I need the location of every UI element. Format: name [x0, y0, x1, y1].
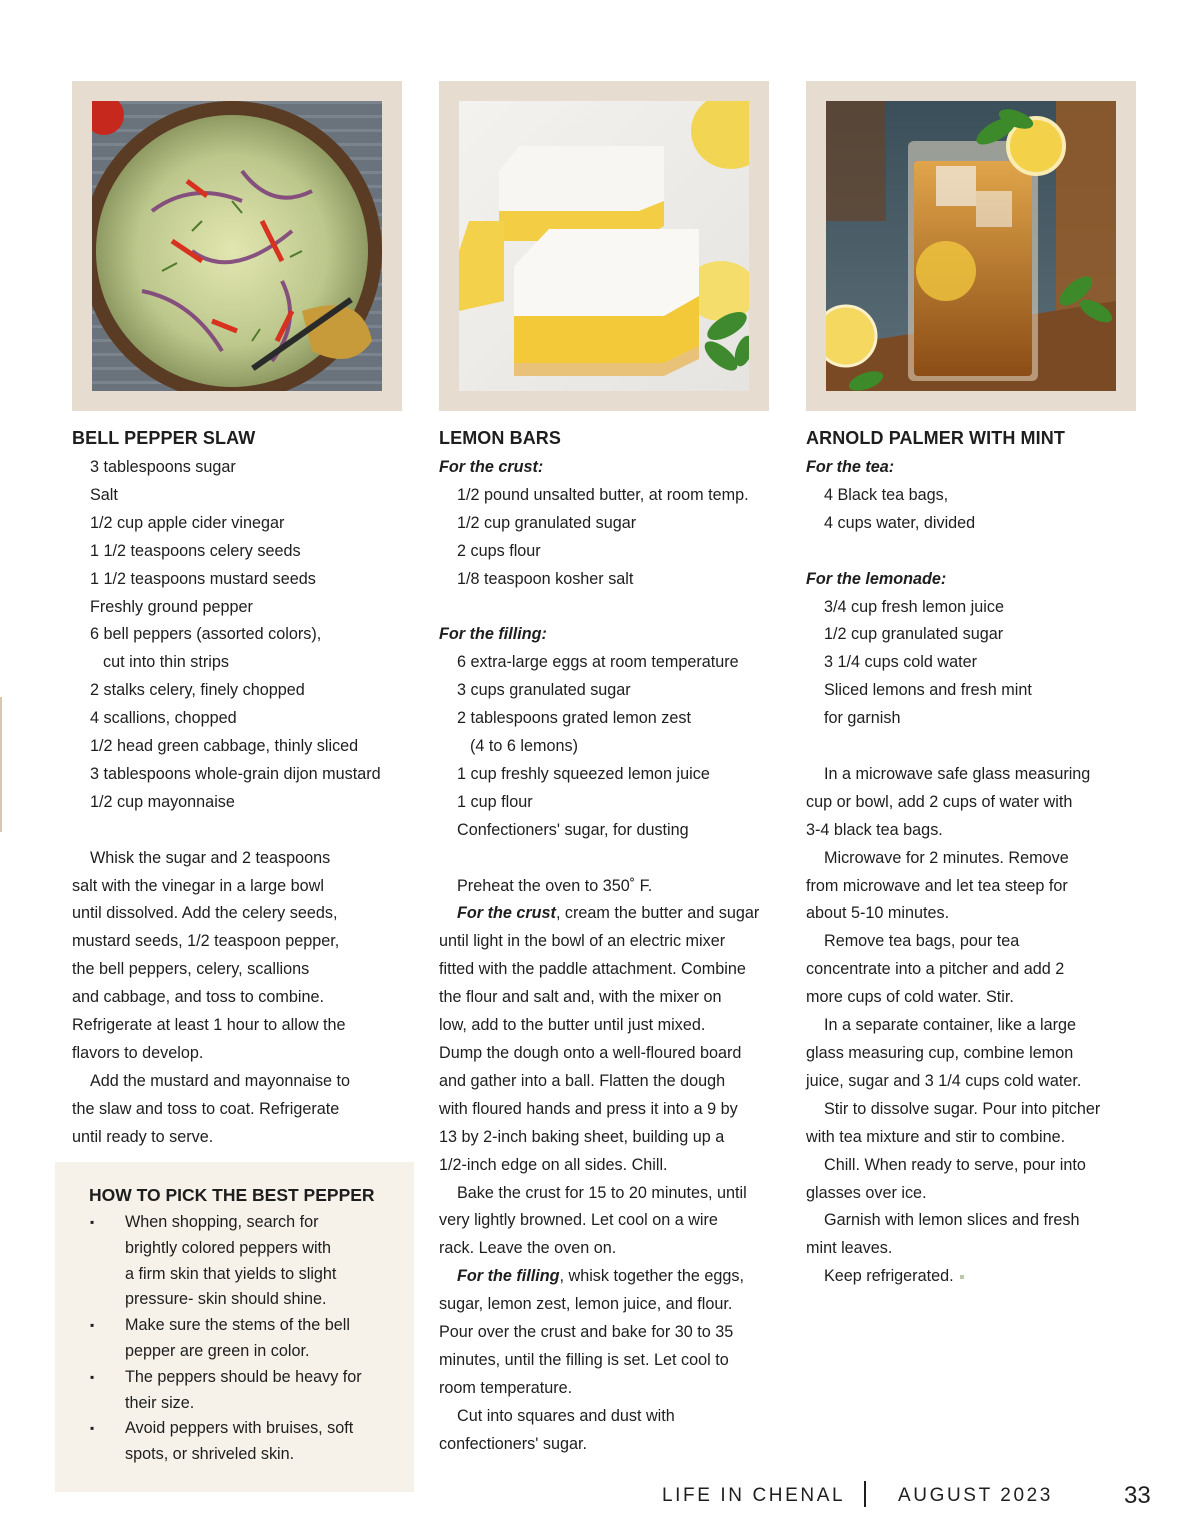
photo-frame — [439, 81, 769, 411]
lemon-bars-image — [459, 101, 749, 391]
ingredient-item: 1 1/2 teaspoons celery seeds — [90, 541, 301, 560]
instruction-paragraph — [439, 873, 784, 901]
crust-ingredient-list — [439, 482, 784, 594]
recipe-title: LEMON BARS — [439, 428, 561, 448]
instruction-line — [439, 900, 784, 928]
issue-date: AUGUST 2023 — [898, 1485, 1053, 1506]
ingredient-item: 3 tablespoons whole-grain dijon mustard — [90, 764, 381, 783]
tip-line: a firm skin that yields to slight — [125, 1264, 337, 1283]
ingredient-item: 1/2 head green cabbage, thinly sliced — [90, 737, 359, 756]
tip-line: Avoid peppers with bruises, soft — [125, 1419, 354, 1438]
instruction-paragraph — [806, 1152, 1141, 1208]
ingredient-item: 1 cup flour — [457, 792, 533, 811]
ingredient-item: 4 Black tea bags, — [824, 485, 949, 504]
instruction-line: until dissolved. Add the celery seeds, — [72, 904, 338, 923]
instruction-line: fitted with the paddle attachment. Combine — [439, 960, 746, 979]
recipe-bell-pepper-slaw — [72, 426, 417, 1152]
instruction-paragraph — [806, 1263, 1141, 1291]
lemonade-heading: For the lemonade: — [806, 569, 947, 588]
ingredient-item: cut into thin strips — [103, 653, 229, 672]
ingredient-item: Freshly ground pepper — [90, 597, 253, 616]
iced-tea-glass-image — [826, 101, 1116, 391]
tip-line: pressure- skin should shine. — [125, 1290, 327, 1309]
ingredient-item: 3/4 cup fresh lemon juice — [824, 597, 1004, 616]
photo-frame — [72, 81, 402, 411]
tip-line: pepper are green in color. — [125, 1341, 310, 1360]
instruction-line: Microwave for 2 minutes. Remove — [824, 848, 1069, 867]
instruction-paragraph — [806, 845, 1141, 929]
ingredient-item: 4 scallions, chopped — [90, 709, 237, 728]
instruction-line: In a microwave safe glass measuring — [824, 764, 1091, 783]
ingredient-item: 1/2 cup apple cider vinegar — [90, 513, 285, 532]
instruction-line — [439, 1263, 784, 1291]
instruction-line: confectioners' sugar. — [439, 1434, 587, 1453]
ingredient-item: 1/2 pound unsalted butter, at room temp. — [457, 485, 749, 504]
instruction-line: low, add to the butter until just mixed. — [439, 1016, 706, 1035]
instruction-paragraph — [806, 1096, 1141, 1152]
instruction-line: salt with the vinegar in a large bowl — [72, 876, 324, 895]
instruction-paragraph — [806, 928, 1141, 1012]
instruction-line: Whisk the sugar and 2 teaspoons — [90, 848, 331, 867]
tip-list — [89, 1210, 399, 1468]
ingredient-item: 1/2 cup granulated sugar — [457, 513, 637, 532]
instruction-line: mustard seeds, 1/2 teaspoon pepper, — [72, 932, 340, 951]
instruction-line: until light in the bowl of an electric mixer — [439, 932, 726, 951]
instruction-line: Add the mustard and mayonnaise to — [90, 1071, 351, 1090]
ingredient-item: 2 cups flour — [457, 541, 541, 560]
filling-heading: For the filling: — [439, 625, 547, 644]
instruction-line: Stir to dissolve sugar. Pour into pitcher — [824, 1099, 1101, 1118]
tip-line: When shopping, search for — [125, 1213, 319, 1231]
instruction-lead: For the filling — [457, 1267, 560, 1286]
instruction-line: Refrigerate at least 1 hour to allow the — [72, 1016, 346, 1035]
tip-line: Make sure the stems of the bell — [125, 1316, 350, 1335]
magazine-name: LIFE IN CHENAL — [662, 1485, 846, 1506]
tip-item — [89, 1210, 399, 1313]
instruction-line: the slaw and toss to coat. Refrigerate — [72, 1099, 340, 1118]
instruction-line: Cut into squares and dust with — [457, 1406, 675, 1425]
instruction-paragraph — [439, 900, 784, 1179]
instructions — [439, 873, 784, 1459]
instruction-line: from microwave and let tea steep for — [806, 876, 1068, 895]
recipe-title: ARNOLD PALMER WITH MINT — [806, 428, 1065, 448]
ingredient-item: Salt — [90, 485, 118, 504]
tip-item — [89, 1365, 399, 1417]
instruction-line: until ready to serve. — [72, 1127, 214, 1146]
instruction-line: Preheat the oven to 350˚ F. — [457, 876, 653, 895]
tip-line: brightly colored peppers with — [125, 1238, 332, 1257]
recipe-lemon-bars — [439, 426, 784, 1459]
tea-ingredient-list — [806, 482, 1141, 538]
ingredient-item: 2 tablespoons grated lemon zest — [457, 709, 691, 728]
instruction-line: flavors to develop. — [72, 1044, 204, 1063]
instruction-line: sugar, lemon zest, lemon juice, and flour. — [439, 1295, 733, 1314]
instruction-line: Dump the dough onto a well-floured board — [439, 1044, 742, 1062]
tip-box-title: HOW TO PICK THE BEST PEPPER — [89, 1185, 375, 1205]
ingredient-item: 3 1/4 cups cold water — [824, 653, 977, 672]
instruction-text: , cream the butter and sugar — [555, 904, 760, 923]
tip-line: their size. — [125, 1393, 195, 1412]
ingredient-item: Confectioners' sugar, for dusting — [457, 820, 689, 839]
instruction-paragraph — [439, 1180, 784, 1264]
instruction-line: room temperature. — [439, 1378, 573, 1397]
bullet-icon: ▪ — [90, 1215, 95, 1229]
ingredient-item: 6 bell peppers (assorted colors), — [90, 625, 322, 644]
lemonade-ingredient-list — [806, 594, 1141, 734]
instruction-line: glasses over ice. — [806, 1183, 927, 1202]
instruction-line: Garnish with lemon slices and fresh — [824, 1211, 1080, 1230]
instruction-line: the bell peppers, celery, scallions — [72, 960, 310, 979]
tip-box — [55, 1162, 414, 1492]
bullet-icon: ▪ — [90, 1318, 95, 1333]
page-edge-mark — [0, 697, 2, 832]
instruction-line: Chill. When ready to serve, pour into — [824, 1155, 1086, 1174]
instruction-paragraph — [72, 1068, 417, 1152]
ingredient-item: 1/2 cup mayonnaise — [90, 792, 235, 811]
page-number: 33 — [1124, 1482, 1151, 1509]
instruction-line: In a separate container, like a large — [824, 1016, 1076, 1035]
instruction-text: , whisk together the eggs, — [559, 1267, 744, 1286]
tip-line: The peppers should be heavy for — [125, 1367, 362, 1386]
instruction-paragraph — [806, 761, 1141, 845]
end-mark-icon — [960, 1275, 964, 1279]
instruction-line: more cups of cold water. Stir. — [806, 988, 1014, 1007]
ingredient-item: 1/8 teaspoon kosher salt — [457, 569, 634, 588]
instruction-line: Pour over the crust and bake for 30 to 35 — [439, 1323, 734, 1342]
instruction-paragraph — [806, 1012, 1141, 1096]
instruction-line: about 5-10 minutes. — [806, 904, 950, 923]
instruction-paragraph — [72, 845, 417, 1068]
instructions — [72, 845, 417, 1152]
ingredient-item: 1/2 cup granulated sugar — [824, 625, 1004, 644]
instruction-line: glass measuring cup, combine lemon — [806, 1044, 1074, 1062]
instruction-line: 3-4 black tea bags. — [806, 820, 943, 839]
instruction-line: juice, sugar and 3 1/4 cups cold water. — [806, 1071, 1082, 1090]
ingredient-item: (4 to 6 lemons) — [470, 737, 578, 756]
cabbage-slaw-bowl-image — [92, 101, 382, 391]
ingredient-item: Sliced lemons and fresh mint — [824, 681, 1032, 700]
instruction-line: rack. Leave the oven on. — [439, 1239, 617, 1258]
tip-item — [89, 1416, 399, 1468]
instruction-line: and gather into a ball. Flatten the dough — [439, 1071, 726, 1090]
ingredient-item: for garnish — [824, 709, 901, 728]
instruction-line: cup or bowl, add 2 cups of water with — [806, 792, 1073, 811]
instructions — [806, 761, 1141, 1291]
tip-line: spots, or shriveled skin. — [125, 1445, 295, 1464]
ingredient-item: 2 stalks celery, finely chopped — [90, 681, 305, 700]
bullet-icon: ▪ — [90, 1421, 95, 1436]
ingredient-item: 3 cups granulated sugar — [457, 681, 631, 700]
ingredient-item: 3 tablespoons sugar — [90, 458, 236, 476]
instruction-lead: For the crust — [457, 904, 556, 923]
instruction-line: Bake the crust for 15 to 20 minutes, until — [457, 1183, 747, 1202]
filling-ingredient-list — [439, 649, 784, 844]
instruction-line: concentrate into a pitcher and add 2 — [806, 960, 1065, 979]
instruction-line: and cabbage, and toss to combine. — [72, 988, 324, 1007]
instruction-line: Remove tea bags, pour tea — [824, 932, 1020, 951]
instruction-line: very lightly browned. Let cool on a wire — [439, 1211, 718, 1230]
footer-divider — [864, 1481, 866, 1507]
instruction-line: with floured hands and press it into a 9 by — [439, 1099, 738, 1118]
bullet-icon: ▪ — [90, 1369, 95, 1384]
crust-heading: For the crust: — [439, 458, 544, 476]
ingredient-item: 4 cups water, divided — [824, 513, 976, 532]
instruction-line: with tea mixture and stir to combine. — [806, 1127, 1066, 1146]
instruction-paragraph — [439, 1263, 784, 1403]
tip-item — [89, 1313, 399, 1365]
instruction-paragraph — [806, 1207, 1141, 1263]
instruction-paragraph — [439, 1403, 784, 1459]
instruction-line: the flour and salt and, with the mixer on — [439, 988, 722, 1007]
tea-heading: For the tea: — [806, 458, 895, 476]
instruction-line: minutes, until the filling is set. Let cool to — [439, 1350, 729, 1369]
instruction-line: 13 by 2-inch baking sheet, building up a — [439, 1127, 725, 1146]
instruction-line: Keep refrigerated. — [806, 1263, 1141, 1291]
ingredient-item: 1 cup freshly squeezed lemon juice — [457, 764, 710, 783]
recipe-title: BELL PEPPER SLAW — [72, 428, 256, 448]
ingredient-item: 6 extra-large eggs at room temperature — [457, 653, 739, 672]
ingredient-list — [72, 454, 417, 817]
photo-frame — [806, 81, 1136, 411]
instruction-line: mint leaves. — [806, 1239, 893, 1258]
instruction-line: 1/2-inch edge on all sides. Chill. — [439, 1155, 668, 1174]
ingredient-item: 1 1/2 teaspoons mustard seeds — [90, 569, 316, 588]
recipe-arnold-palmer — [806, 426, 1141, 1291]
